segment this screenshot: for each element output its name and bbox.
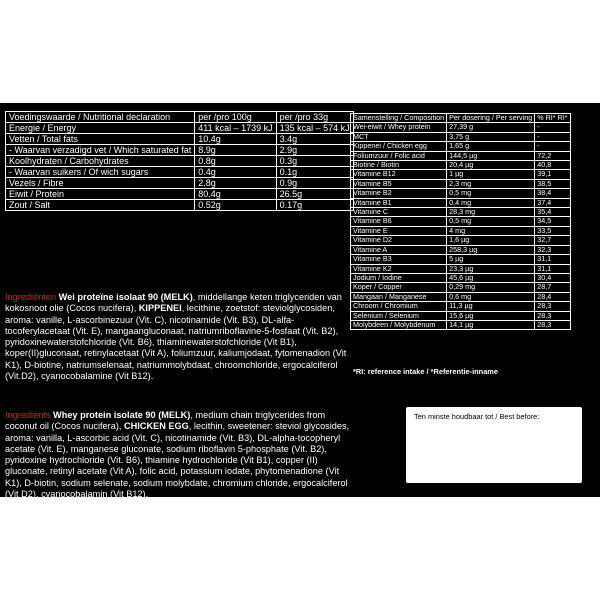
composition-header-ri: % RI* RI*	[535, 114, 570, 123]
best-before-box	[406, 407, 582, 483]
composition-ri: 32,7	[535, 236, 570, 245]
composition-name: Vitamine B12	[351, 170, 447, 179]
composition-name: Wei-eiwit / Whey protein	[351, 123, 447, 132]
nutrition-per-33g: 135 kcal – 574 kJ	[276, 123, 353, 134]
composition-ri: 38,5	[535, 179, 570, 188]
nutrition-row	[6, 156, 354, 167]
composition-dose: 15,6 µg	[447, 311, 535, 320]
composition-dose: 2,3 mg	[447, 179, 535, 188]
best-before-label: Ten minste houdbaar tot / Best before:	[414, 412, 540, 421]
composition-name: Vitamine D2	[351, 236, 447, 245]
composition-ri: 28,3	[535, 320, 570, 329]
composition-dose: 0,5 mg	[447, 217, 535, 226]
composition-ri: 38,4	[535, 189, 570, 198]
composition-name: Mangaan / Manganese	[351, 292, 447, 301]
allergen-bold: KIPPENEI	[138, 303, 182, 314]
nutrition-label: Vetten / Total fats	[6, 134, 195, 145]
composition-dose: 28,3 mg	[447, 208, 535, 217]
ingredient-text: , lecithin, sweetener: steviol glycosides, aroma: vanilla, L-ascorbic acid (Vit. C), nicotinamide (Vit. B3), DL-alpha-tocopheryl acetate (Vit. E), manganese gluconate, sodium riboflavin 5-phosphate (Vit. B2), pyridoxine hydrochloride (Vit. B6), thiamine hydrochloride (Vit B1), copper (II) gluconate, retinyl acetate (Vit A), folic acid, potassium iodate, phytomenadione (Vit K1), D-biotin, sodium selenate, sodium molybdate, chromium chloride, ergocalciferol (Vit D2), cyanocobalamin (Vit B12).	[5, 421, 350, 500]
composition-name: Chroom / Chromium	[351, 302, 447, 311]
composition-row	[351, 142, 571, 151]
nutrition-per-33g: 0.1g	[276, 167, 353, 178]
composition-dose: 11,3 µg	[447, 302, 535, 311]
composition-dose: 23,3 µg	[447, 264, 535, 273]
nutrition-table	[5, 111, 354, 211]
composition-row	[351, 255, 571, 264]
composition-row	[351, 320, 571, 329]
composition-name: Foliumzuur / Folic acid	[351, 151, 447, 160]
composition-name: Vitamine E	[351, 226, 447, 235]
nutrition-label: - Waarvan verzadigd vet / Which saturated fat	[6, 145, 195, 156]
composition-dose: 45,6 µg	[447, 273, 535, 282]
composition-ri: -	[535, 132, 570, 141]
composition-name: Koper / Copper	[351, 283, 447, 292]
composition-name: Kippenei / Chicken egg	[351, 142, 447, 151]
nutrition-per-33g: 2.9g	[276, 145, 353, 156]
composition-row	[351, 170, 571, 179]
composition-ri: 35,4	[535, 208, 570, 217]
nutrition-row	[6, 145, 354, 156]
ingredients-label: Ingrediënten	[5, 292, 57, 302]
composition-name: Jodium / Iodine	[351, 273, 447, 282]
composition-header-dose: Per dosering / Per serving	[447, 114, 535, 123]
composition-row	[351, 264, 571, 273]
nutrition-per-100g: 0.52g	[195, 200, 276, 211]
composition-dose: 27,39 g	[447, 123, 535, 132]
nutrition-row	[6, 112, 354, 123]
composition-dose: 1,6 µg	[447, 236, 535, 245]
nutrition-label: Vezels / Fibre	[6, 178, 195, 189]
composition-dose: 0,6 mg	[447, 292, 535, 301]
composition-dose: 1,65 g	[447, 142, 535, 151]
ingredient-text: , medium chain triglycerides from coconut oil (Cocos nucifera),	[5, 410, 326, 432]
composition-name: Vitamine A	[351, 245, 447, 254]
ingredients-english	[5, 410, 350, 500]
composition-dose: 5 µg	[447, 255, 535, 264]
composition-ri: 40,8	[535, 161, 570, 170]
composition-ri: 34,5	[535, 217, 570, 226]
composition-ri: 31,1	[535, 264, 570, 273]
nutrition-per-100g: 0.4g	[195, 167, 276, 178]
nutrition-row	[6, 134, 354, 145]
composition-ri: 33,5	[535, 226, 570, 235]
composition-ri: 39,1	[535, 170, 570, 179]
composition-ri: 37,4	[535, 198, 570, 207]
composition-ri: 28,3	[535, 311, 570, 320]
ingredient-text: , middellange keten triglyceriden van kokosnoot olie (Cocos nucifera),	[5, 292, 342, 314]
ingredient-text: , lecithine, zoetstof: steviolglycosiden, aroma: vanille, L-ascorbinezuur (Vit. C), nicotinamide (Vit. B3), DL-alfa-tocoferylacetaat (Vit. E), mangaangluconaat, natriumriboflavine-5-fosfaat (Vit. B2), pyridoxinewaterstofchloride (Vit. B6), thiaminewaterstofchloride (Vit B1), koper(II)gluconaat, retinylacetaat (Vit A), foliumzuur, kaliumjodaat, fytomenadion (Vit K1), D-biotine, natriumselenaat, natriummolybdaat, chroomchloride, ergocalciferol (Vit.D2), cyanocobalamine (Vit B12).	[5, 303, 347, 382]
allergen-bold: CHICKEN EGG	[123, 421, 189, 432]
composition-dose: 4 mg	[447, 226, 535, 235]
nutrition-label: Eiwit / Protein	[6, 189, 195, 200]
composition-row	[351, 236, 571, 245]
composition-dose: 258,3 µg	[447, 245, 535, 254]
nutrition-per-100g: per /pro 100g	[195, 112, 276, 123]
composition-ri: 72,2	[535, 151, 570, 160]
composition-name: Molybdeen / Molybdenum	[351, 320, 447, 329]
composition-name: Vitamine B6	[351, 217, 447, 226]
ingredient-bold: Wei proteïne isolaat 90 (MELK)	[58, 292, 193, 302]
composition-dose: 20,4 µg	[447, 161, 535, 170]
composition-name: Vitamine B1	[351, 198, 447, 207]
ingredients-dutch	[5, 292, 350, 382]
composition-dose: 1 µg	[447, 170, 535, 179]
ingredient-bold: Whey protein isolate 90 (MELK)	[53, 410, 191, 420]
nutrition-label: Voedingswaarde / Nutritional declaration	[6, 112, 195, 123]
composition-header-name: Samenstelling / Composition	[351, 114, 447, 123]
label-panel	[0, 103, 600, 500]
nutrition-per-100g: 0.8g	[195, 156, 276, 167]
composition-dose: 3,75 g	[447, 132, 535, 141]
nutrition-row	[6, 178, 354, 189]
composition-ri: 28,7	[535, 283, 570, 292]
composition-name: Vitamine K2	[351, 264, 447, 273]
nutrition-label: Zout / Salt	[6, 200, 195, 211]
composition-dose: 0,5 mg	[447, 189, 535, 198]
composition-name: Vitamine C	[351, 208, 447, 217]
ri-footnote: *RI: reference intake / *Referentie-inname	[353, 367, 498, 376]
nutrition-label: - Waarvan suikers / Of wich sugars	[6, 167, 195, 178]
nutrition-per-100g: 2.8g	[195, 178, 276, 189]
composition-name: Vitamine B2	[351, 189, 447, 198]
nutrition-per-100g: 411 kcal – 1739 kJ	[195, 123, 276, 134]
nutrition-per-100g: 80.4g	[195, 189, 276, 200]
composition-table	[350, 113, 571, 330]
composition-name: Biotine / Biotin	[351, 161, 447, 170]
composition-ri: 31,1	[535, 255, 570, 264]
composition-dose: 14,1 µg	[447, 320, 535, 329]
composition-ri: 28,4	[535, 292, 570, 301]
composition-name: Selenium / Selenium	[351, 311, 447, 320]
composition-name: Vitamine B3	[351, 255, 447, 264]
composition-dose: 144,5 µg	[447, 151, 535, 160]
composition-row	[351, 302, 571, 311]
nutrition-label: Koolhydraten / Carbohydrates	[6, 156, 195, 167]
composition-ri: -	[535, 142, 570, 151]
composition-name: MCT	[351, 132, 447, 141]
nutrition-row	[6, 200, 354, 211]
nutrition-row	[6, 167, 354, 178]
composition-ri: 32,3	[535, 245, 570, 254]
nutrition-per-33g: 3.4g	[276, 134, 353, 145]
composition-ri: -	[535, 123, 570, 132]
nutrition-per-33g: 0.9g	[276, 178, 353, 189]
nutrition-per-33g: 26.5g	[276, 189, 353, 200]
nutrition-per-33g: per /pro 33g	[276, 112, 353, 123]
composition-row	[351, 123, 571, 132]
composition-ri: 28,3	[535, 302, 570, 311]
nutrition-row	[6, 189, 354, 200]
nutrition-per-100g: 8.9g	[195, 145, 276, 156]
nutrition-label: Energie / Energy	[6, 123, 195, 134]
composition-dose: 0,29 mg	[447, 283, 535, 292]
composition-row	[351, 217, 571, 226]
ingredients-label: Ingredients	[5, 410, 51, 420]
nutrition-row	[6, 123, 354, 134]
composition-row	[351, 283, 571, 292]
nutrition-per-33g: 0.3g	[276, 156, 353, 167]
composition-ri: 30,4	[535, 273, 570, 282]
composition-dose: 0,4 mg	[447, 198, 535, 207]
composition-row	[351, 189, 571, 198]
nutrition-per-100g: 10.4g	[195, 134, 276, 145]
composition-name: Vitamine B5	[351, 179, 447, 188]
nutrition-per-33g: 0.17g	[276, 200, 353, 211]
